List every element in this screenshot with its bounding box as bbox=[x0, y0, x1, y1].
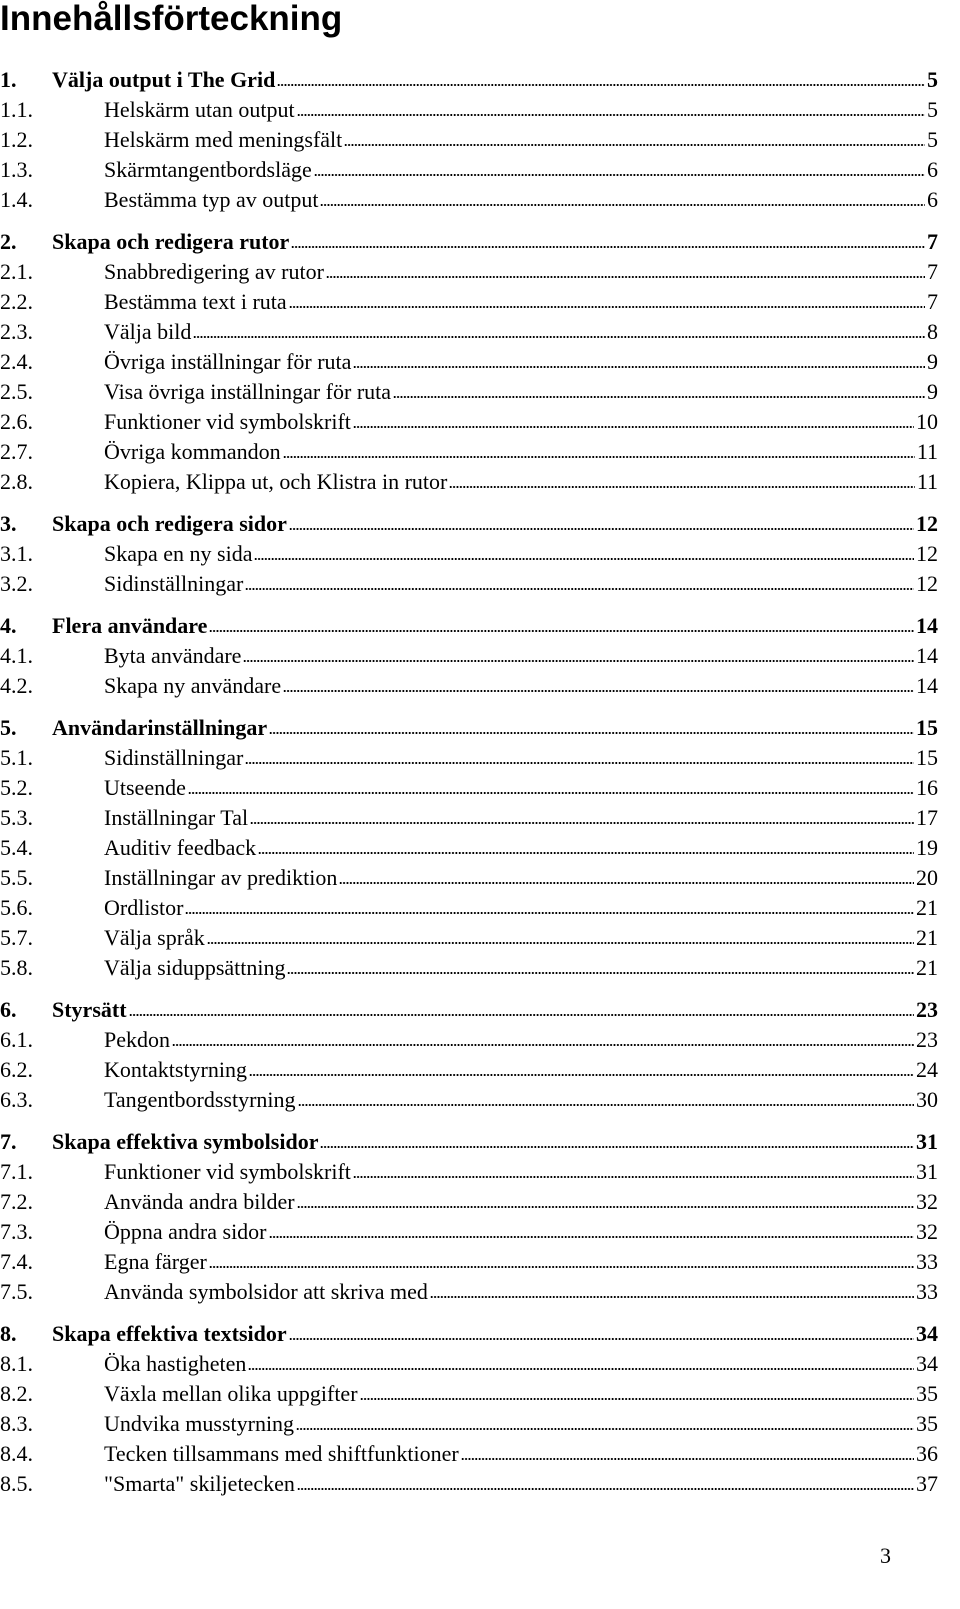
toc-section-entry[interactable] bbox=[0, 1055, 938, 1085]
dot-leader bbox=[188, 791, 914, 795]
dot-leader bbox=[296, 1427, 914, 1431]
toc-entry-page-number: 35 bbox=[916, 1381, 938, 1406]
toc-entry-number: 2.4. bbox=[0, 349, 33, 374]
toc-entry-page-number: 31 bbox=[916, 1159, 938, 1184]
dot-leader bbox=[209, 1265, 914, 1269]
toc-entry-number: 2.3. bbox=[0, 319, 33, 344]
toc-entry-page-number: 5 bbox=[927, 67, 938, 92]
toc-entry-title-link[interactable]: Flera användare bbox=[52, 613, 208, 638]
toc-entry-title-link[interactable]: Övriga inställningar för ruta bbox=[104, 349, 352, 374]
toc-entry-title-link[interactable]: Skärmtangentbordsläge bbox=[104, 157, 312, 182]
toc-entry-title-link[interactable]: Ordlistor bbox=[104, 895, 184, 920]
toc-entry-title-link[interactable]: Undvika musstyrning bbox=[104, 1411, 295, 1436]
dot-leader bbox=[254, 557, 914, 561]
dot-leader bbox=[314, 173, 925, 177]
toc-section-entry[interactable] bbox=[0, 641, 938, 671]
toc-entry-page-number: 30 bbox=[916, 1087, 938, 1112]
toc-entry-page-number: 21 bbox=[916, 925, 938, 950]
toc-chapter-entry[interactable] bbox=[0, 1127, 938, 1157]
dot-leader bbox=[291, 245, 925, 249]
toc-section-entry[interactable] bbox=[0, 539, 938, 569]
toc-entry-page-number: 9 bbox=[927, 349, 938, 374]
toc-entry-title-link[interactable]: "Smarta" skiljetecken bbox=[104, 1471, 295, 1496]
page-number: 3 bbox=[880, 1543, 891, 1568]
toc-entry-page-number: 21 bbox=[916, 955, 938, 980]
toc-section-entry[interactable] bbox=[0, 773, 938, 803]
dot-leader bbox=[289, 1337, 914, 1341]
toc-entry-page-number: 15 bbox=[916, 745, 938, 770]
toc-section-entry[interactable] bbox=[0, 467, 938, 497]
toc-entry-title-link[interactable]: Visa övriga inställningar för ruta bbox=[104, 379, 392, 404]
toc-entry-page-number: 6 bbox=[927, 157, 938, 182]
toc-section-entry[interactable] bbox=[0, 317, 938, 347]
dot-leader bbox=[297, 1205, 914, 1209]
toc-section-entry[interactable] bbox=[0, 863, 938, 893]
dot-leader bbox=[393, 395, 925, 399]
toc-entry-page-number: 5 bbox=[927, 127, 938, 152]
dot-leader bbox=[172, 1043, 914, 1047]
toc-entry-page-number: 9 bbox=[927, 379, 938, 404]
toc-section-entry[interactable] bbox=[0, 1085, 938, 1115]
table-of-contents bbox=[0, 65, 938, 1499]
dot-leader bbox=[289, 527, 914, 531]
toc-entry-number: 7.1. bbox=[0, 1159, 33, 1184]
toc-section-entry[interactable] bbox=[0, 1157, 938, 1187]
toc-entry-number: 5.1. bbox=[0, 745, 33, 770]
toc-chapter-entry[interactable] bbox=[0, 1319, 938, 1349]
toc-chapter-entry[interactable] bbox=[0, 611, 938, 641]
dot-leader bbox=[297, 1487, 914, 1491]
toc-entry-page-number: 7 bbox=[927, 289, 938, 314]
toc-entry-number: 2.6. bbox=[0, 409, 33, 434]
toc-section-entry[interactable] bbox=[0, 155, 938, 185]
toc-entry-number: 5.4. bbox=[0, 835, 33, 860]
toc-section-entry[interactable] bbox=[0, 125, 938, 155]
dot-leader bbox=[193, 335, 925, 339]
toc-entry-page-number: 14 bbox=[916, 673, 938, 698]
toc-entry-number: 2.7. bbox=[0, 439, 33, 464]
dot-leader bbox=[248, 1367, 914, 1371]
toc-entry-title-link[interactable]: Skapa effektiva textsidor bbox=[52, 1321, 287, 1346]
toc-entry-page-number: 24 bbox=[916, 1057, 938, 1082]
toc-entry-page-number: 34 bbox=[916, 1321, 938, 1346]
toc-chapter-entry[interactable] bbox=[0, 65, 938, 95]
toc-entry-number: 2.2. bbox=[0, 289, 33, 314]
toc-entry-title-link[interactable]: Snabbredigering av rutor bbox=[104, 259, 324, 284]
toc-section-entry[interactable] bbox=[0, 347, 938, 377]
toc-section-entry[interactable] bbox=[0, 185, 938, 215]
toc-entry-page-number: 15 bbox=[916, 715, 938, 740]
dot-leader bbox=[326, 275, 925, 279]
toc-entry-title-link[interactable]: Funktioner vid symbolskrift bbox=[104, 1159, 351, 1184]
toc-entry-number: 7.2. bbox=[0, 1189, 33, 1214]
toc-entry-title-link[interactable]: Skapa och redigera rutor bbox=[52, 229, 290, 254]
toc-section-entry[interactable] bbox=[0, 953, 938, 983]
toc-entry-title-link[interactable]: Användarinställningar bbox=[52, 715, 268, 740]
toc-entry-page-number: 21 bbox=[916, 895, 938, 920]
toc-entry-number: 5.6. bbox=[0, 895, 33, 920]
toc-entry-number: 7.3. bbox=[0, 1219, 33, 1244]
toc-entry-page-number: 20 bbox=[916, 865, 938, 890]
toc-entry-title-link[interactable]: Bestämma text i ruta bbox=[104, 289, 287, 314]
toc-entry-number: 3.1. bbox=[0, 541, 33, 566]
toc-section-entry[interactable] bbox=[0, 1187, 938, 1217]
toc-entry-number: 8. bbox=[0, 1321, 17, 1346]
toc-entry-number: 5.3. bbox=[0, 805, 33, 830]
toc-section-entry[interactable] bbox=[0, 407, 938, 437]
dot-leader bbox=[185, 911, 914, 915]
toc-entry-number: 2.8. bbox=[0, 469, 33, 494]
toc-section-entry[interactable] bbox=[0, 1439, 938, 1469]
dot-leader bbox=[243, 659, 914, 663]
toc-entry-title-link[interactable]: Använda andra bilder bbox=[104, 1189, 295, 1214]
toc-section-entry[interactable] bbox=[0, 1025, 938, 1055]
toc-entry-title-link[interactable]: Sidinställningar bbox=[104, 745, 244, 770]
toc-entry-page-number: 5 bbox=[927, 97, 938, 122]
dot-leader bbox=[209, 629, 914, 633]
toc-entry-title-link[interactable]: Skapa en ny sida bbox=[104, 541, 253, 566]
toc-entry-page-number: 33 bbox=[916, 1249, 938, 1274]
toc-entry-title-link[interactable]: Helskärm utan output bbox=[104, 97, 295, 122]
toc-section-entry[interactable] bbox=[0, 1379, 938, 1409]
toc-section-entry[interactable] bbox=[0, 1469, 938, 1499]
toc-entry-number: 7. bbox=[0, 1129, 17, 1154]
dot-leader bbox=[277, 83, 925, 87]
dot-leader bbox=[129, 1013, 914, 1017]
toc-section-entry[interactable] bbox=[0, 257, 938, 287]
toc-entry-title-link[interactable]: Auditiv feedback bbox=[104, 835, 257, 860]
toc-entry-number: 6.2. bbox=[0, 1057, 33, 1082]
toc-section-entry[interactable] bbox=[0, 1277, 938, 1307]
toc-entry-title-link[interactable]: Byta användare bbox=[104, 643, 242, 668]
dot-leader bbox=[461, 1457, 914, 1461]
toc-entry-number: 1. bbox=[0, 67, 17, 92]
dot-leader bbox=[344, 143, 925, 147]
toc-entry-page-number: 10 bbox=[916, 409, 938, 434]
toc-entry-title-link[interactable]: Styrsätt bbox=[52, 997, 127, 1022]
dot-leader bbox=[353, 365, 925, 369]
toc-entry-title-link[interactable]: Övriga kommandon bbox=[104, 439, 281, 464]
toc-entry-page-number: 32 bbox=[916, 1189, 938, 1214]
dot-leader bbox=[269, 1235, 914, 1239]
toc-section-entry[interactable] bbox=[0, 923, 938, 953]
toc-entry-page-number: 19 bbox=[916, 835, 938, 860]
toc-entry-title-link[interactable]: Egna färger bbox=[104, 1249, 207, 1274]
toc-entry-title-link[interactable]: Kontaktstyrning bbox=[104, 1057, 247, 1082]
toc-entry-page-number: 33 bbox=[916, 1279, 938, 1304]
toc-entry-number: 1.3. bbox=[0, 157, 33, 182]
toc-entry-number: 5. bbox=[0, 715, 17, 740]
toc-entry-title-link[interactable]: Sidinställningar bbox=[104, 571, 244, 596]
toc-entry-number: 4.1. bbox=[0, 643, 33, 668]
toc-entry-page-number: 14 bbox=[916, 613, 938, 638]
toc-entry-title-link[interactable]: Tangentbordsstyrning bbox=[104, 1087, 296, 1112]
toc-entry-page-number: 36 bbox=[916, 1441, 938, 1466]
toc-entry-number: 2. bbox=[0, 229, 17, 254]
dot-leader bbox=[449, 485, 914, 489]
toc-entry-title-link[interactable]: Skapa och redigera sidor bbox=[52, 511, 287, 536]
dot-leader bbox=[289, 305, 925, 309]
dot-leader bbox=[430, 1295, 914, 1299]
dot-leader bbox=[298, 1103, 914, 1107]
dot-leader bbox=[353, 425, 914, 429]
toc-entry-number: 3.2. bbox=[0, 571, 33, 596]
toc-entry-number: 2.5. bbox=[0, 379, 33, 404]
toc-entry-number: 5.5. bbox=[0, 865, 33, 890]
dot-leader bbox=[360, 1397, 914, 1401]
toc-entry-number: 2.1. bbox=[0, 259, 33, 284]
toc-entry-page-number: 11 bbox=[916, 469, 938, 494]
dot-leader bbox=[249, 1073, 914, 1077]
toc-entry-number: 8.2. bbox=[0, 1381, 33, 1406]
toc-entry-number: 8.5. bbox=[0, 1471, 33, 1496]
toc-entry-title-link[interactable]: Helskärm med meningsfält bbox=[104, 127, 343, 152]
toc-section-entry[interactable] bbox=[0, 1349, 938, 1379]
toc-section-entry[interactable] bbox=[0, 743, 938, 773]
toc-entry-page-number: 32 bbox=[916, 1219, 938, 1244]
toc-chapter-entry[interactable] bbox=[0, 227, 938, 257]
toc-entry-title-link[interactable]: Pekdon bbox=[104, 1027, 170, 1052]
toc-section-entry[interactable] bbox=[0, 1409, 938, 1439]
toc-entry-number: 1.4. bbox=[0, 187, 33, 212]
toc-entry-number: 1.2. bbox=[0, 127, 33, 152]
toc-entry-title-link[interactable]: Välja språk bbox=[104, 925, 205, 950]
dot-leader bbox=[297, 113, 925, 117]
toc-entry-number: 4. bbox=[0, 613, 17, 638]
toc-chapter-entry[interactable] bbox=[0, 995, 938, 1025]
dot-leader bbox=[245, 761, 914, 765]
toc-entry-page-number: 12 bbox=[916, 571, 938, 596]
dot-leader bbox=[320, 1145, 914, 1149]
toc-entry-number: 8.4. bbox=[0, 1441, 33, 1466]
toc-entry-page-number: 34 bbox=[916, 1351, 938, 1376]
toc-entry-number: 3. bbox=[0, 511, 17, 536]
toc-entry-number: 8.1. bbox=[0, 1351, 33, 1376]
dot-leader bbox=[283, 455, 915, 459]
toc-entry-page-number: 7 bbox=[927, 229, 938, 254]
toc-entry-page-number: 11 bbox=[916, 439, 938, 464]
toc-entry-number: 5.2. bbox=[0, 775, 33, 800]
toc-entry-title-link[interactable]: Skapa effektiva symbolsidor bbox=[52, 1129, 319, 1154]
dot-leader bbox=[245, 587, 914, 591]
toc-entry-page-number: 23 bbox=[916, 1027, 938, 1052]
toc-entry-title-link[interactable]: Inställningar Tal bbox=[104, 805, 249, 830]
toc-entry-title-link[interactable]: Skapa ny användare bbox=[104, 673, 282, 698]
toc-section-entry[interactable] bbox=[0, 893, 938, 923]
toc-entry-title-link[interactable]: Välja siduppsättning bbox=[104, 955, 286, 980]
toc-entry-title-link[interactable]: Välja bild bbox=[104, 319, 192, 344]
toc-entry-page-number: 14 bbox=[916, 643, 938, 668]
toc-entry-title-link[interactable]: Kopiera, Klippa ut, och Klistra in rutor bbox=[104, 469, 448, 494]
toc-entry-page-number: 16 bbox=[916, 775, 938, 800]
toc-entry-number: 6. bbox=[0, 997, 17, 1022]
toc-entry-title-link[interactable]: Inställningar av prediktion bbox=[104, 865, 338, 890]
toc-entry-number: 8.3. bbox=[0, 1411, 33, 1436]
toc-entry-page-number: 12 bbox=[916, 511, 938, 536]
toc-entry-number: 7.4. bbox=[0, 1249, 33, 1274]
dot-leader bbox=[258, 851, 914, 855]
toc-entry-title-link[interactable]: Växla mellan olika uppgifter bbox=[104, 1381, 358, 1406]
dot-leader bbox=[283, 689, 914, 693]
toc-entry-page-number: 37 bbox=[916, 1471, 938, 1496]
toc-entry-number: 6.3. bbox=[0, 1087, 33, 1112]
toc-entry-page-number: 8 bbox=[927, 319, 938, 344]
toc-entry-title-link[interactable]: Bestämma typ av output bbox=[104, 187, 319, 212]
toc-entry-title-link[interactable]: Tecken tillsammans med shiftfunktioner bbox=[104, 1441, 459, 1466]
toc-section-entry[interactable] bbox=[0, 287, 938, 317]
toc-section-entry[interactable] bbox=[0, 1247, 938, 1277]
toc-section-entry[interactable] bbox=[0, 1217, 938, 1247]
toc-entry-title-link[interactable]: Utseende bbox=[104, 775, 186, 800]
dot-leader bbox=[250, 821, 914, 825]
toc-entry-title-link[interactable]: Använda symbolsidor att skriva med bbox=[104, 1279, 428, 1304]
toc-section-entry[interactable] bbox=[0, 803, 938, 833]
toc-entry-number: 5.8. bbox=[0, 955, 33, 980]
toc-entry-number: 6.1. bbox=[0, 1027, 33, 1052]
dot-leader bbox=[320, 203, 925, 207]
toc-section-entry[interactable] bbox=[0, 377, 938, 407]
toc-entry-page-number: 31 bbox=[916, 1129, 938, 1154]
toc-section-entry[interactable] bbox=[0, 95, 938, 125]
toc-chapter-entry[interactable] bbox=[0, 713, 938, 743]
toc-entry-page-number: 7 bbox=[927, 259, 938, 284]
page-title: Innehållsförteckning bbox=[0, 0, 343, 38]
dot-leader bbox=[353, 1175, 914, 1179]
toc-entry-page-number: 17 bbox=[916, 805, 938, 830]
toc-section-entry[interactable] bbox=[0, 833, 938, 863]
dot-leader bbox=[207, 941, 914, 945]
dot-leader bbox=[269, 731, 914, 735]
toc-entry-number: 7.5. bbox=[0, 1279, 33, 1304]
dot-leader bbox=[339, 881, 914, 885]
toc-section-entry[interactable] bbox=[0, 569, 938, 599]
toc-entry-page-number: 23 bbox=[916, 997, 938, 1022]
toc-entry-title-link[interactable]: Öppna andra sidor bbox=[104, 1219, 267, 1244]
toc-entry-number: 1.1. bbox=[0, 97, 33, 122]
toc-entry-page-number: 12 bbox=[916, 541, 938, 566]
toc-entry-title-link[interactable]: Välja output i The Grid bbox=[52, 67, 276, 92]
toc-entry-number: 5.7. bbox=[0, 925, 33, 950]
toc-entry-title-link[interactable]: Funktioner vid symbolskrift bbox=[104, 409, 351, 434]
toc-chapter-entry[interactable] bbox=[0, 509, 938, 539]
toc-section-entry[interactable] bbox=[0, 437, 938, 467]
toc-entry-page-number: 35 bbox=[916, 1411, 938, 1436]
dot-leader bbox=[287, 971, 914, 975]
toc-entry-page-number: 6 bbox=[927, 187, 938, 212]
toc-section-entry[interactable] bbox=[0, 671, 938, 701]
toc-entry-number: 4.2. bbox=[0, 673, 33, 698]
toc-entry-title-link[interactable]: Öka hastigheten bbox=[104, 1351, 247, 1376]
